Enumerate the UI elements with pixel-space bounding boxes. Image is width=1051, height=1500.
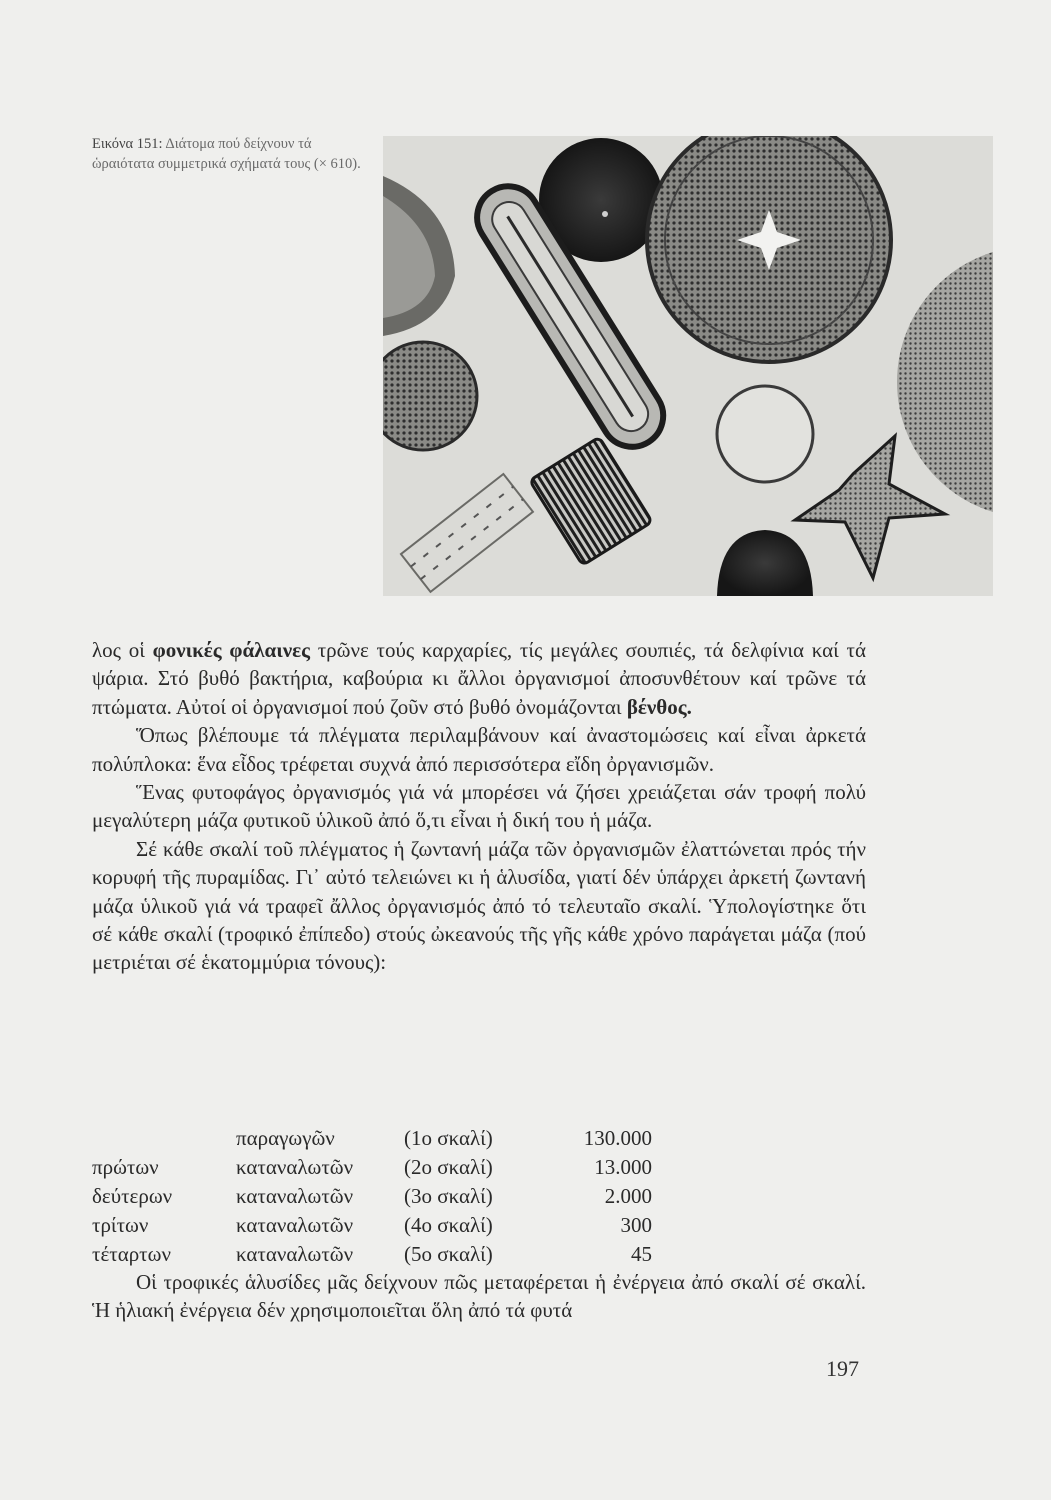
paragraph-2: Ὅπως βλέπουμε τά πλέγματα περιλαμβάνουν καί ἀναστομώσεις καί εἶναι ἀρκετά πολύπλοκα: ἕνα εἶδος τρέφεται συχνά ἀπό περισσότερα εἴδη ὀργανισμῶν. — [92, 723, 866, 776]
biomass-table — [92, 1124, 652, 1269]
closing-text — [92, 1268, 866, 1325]
row-step: (3ο σκαλί) — [404, 1184, 493, 1208]
p1-text-c: τρῶνε τούς καρχαρίες, τίς μεγάλες σουπιές, τά δελφίνια καί τά ψάρια. Στό βυθό βακτήρια, καβούρια κι ἄλλοι ὀργανισμοί ἀποσυνθέτουν καί τρῶνε τά πτώματα. Αὐτοί οἱ ὀργανισμοί πού ζοῦν στό βυθό ὀνομάζονται — [92, 638, 867, 719]
p1-text-a: λος οἱ — [92, 638, 153, 662]
row-mass: 300 — [620, 1213, 652, 1237]
term-benthos: βένθος. — [626, 694, 692, 719]
row-group: καταναλωτῶν — [236, 1242, 354, 1266]
row-level: δεύτερων — [92, 1184, 173, 1208]
caption-text: Διάτομα πού δείχνουν τά ὡραιότατα συμμετρικά σχήματά τους (× 610). — [92, 136, 361, 172]
row-step: (5ο σκαλί) — [404, 1242, 493, 1266]
row-mass: 45 — [631, 1242, 652, 1266]
diatoms-photo — [383, 136, 993, 596]
table-row — [92, 1182, 652, 1211]
term-killer-whales: φονικές φάλαινες — [152, 638, 310, 662]
paragraph-5: Οἱ τροφικές ἁλυσίδες μᾶς δείχνουν πῶς μεταφέρεται ἡ ἐνέργεια ἀπό σκαλί σέ σκαλί. Ἡ ἡλιακή ἐνέργεια δέν χρησιμοποιεῖται ὅλη ἀπό τά φυτά — [92, 1270, 866, 1323]
row-step: (2ο σκαλί) — [404, 1155, 493, 1179]
body-text — [92, 636, 866, 977]
row-level: τρίτων — [92, 1213, 149, 1237]
row-level — [92, 1124, 236, 1153]
row-mass: 2.000 — [604, 1184, 652, 1208]
row-step: (1ο σκαλί) — [404, 1126, 493, 1150]
table-row — [92, 1211, 652, 1240]
row-group: παραγωγῶν — [236, 1126, 335, 1150]
row-mass: 130.000 — [583, 1126, 652, 1150]
row-group: καταναλωτῶν — [236, 1184, 354, 1208]
row-level: τέταρτων — [92, 1242, 171, 1266]
diatoms-micrograph — [383, 136, 993, 596]
table-row — [92, 1124, 652, 1153]
row-level: πρώτων — [92, 1155, 159, 1179]
page-number: 197 — [826, 1356, 859, 1381]
paragraph-4: Σέ κάθε σκαλί τοῦ πλέγματος ἡ ζωντανή μάζα τῶν ὀργανισμῶν ἐλαττώνεται πρός τήν κορυφή τῆς πυραμίδας. Γι᾽ αὐτό τελειώνει κι ἡ ἁλυσίδα, γιατί δέν ὑπάρχει ἀρκετή ζωντανή μάζα ὑλικοῦ γιά νά τραφεῖ ἄλλος ὀργανισμός ἀπό τό τελευταῖο σκαλί. Ὑπολογίστηκε ὅτι σέ κάθε σκαλί (τροφικό ἐπίπεδο) στούς ὠκεανούς τῆς γῆς κάθε χρόνο παράγεται μάζα (πού μετριέται σέ ἑκατομμύρια τόνους): — [92, 836, 866, 975]
row-group: καταναλωτῶν — [236, 1155, 354, 1179]
table-row — [92, 1240, 652, 1269]
paragraph-3: Ἕνας φυτοφάγος ὀργανισμός γιά νά μπορέσει νά ζήσει χρειάζεται σάν τροφή πολύ μεγαλύτερη μάζα φυτικοῦ ὑλικοῦ ἀπό ὅ,τι εἶναι ἡ δική του ἡ μάζα. — [92, 780, 866, 833]
row-group: καταναλωτῶν — [236, 1213, 354, 1237]
row-mass: 13.000 — [594, 1155, 652, 1179]
caption-label: Εικόνα 151: — [92, 136, 163, 152]
paragraph-1 — [92, 636, 866, 721]
row-step: (4ο σκαλί) — [404, 1213, 493, 1237]
table-row — [92, 1153, 652, 1182]
figure-caption — [92, 134, 377, 174]
